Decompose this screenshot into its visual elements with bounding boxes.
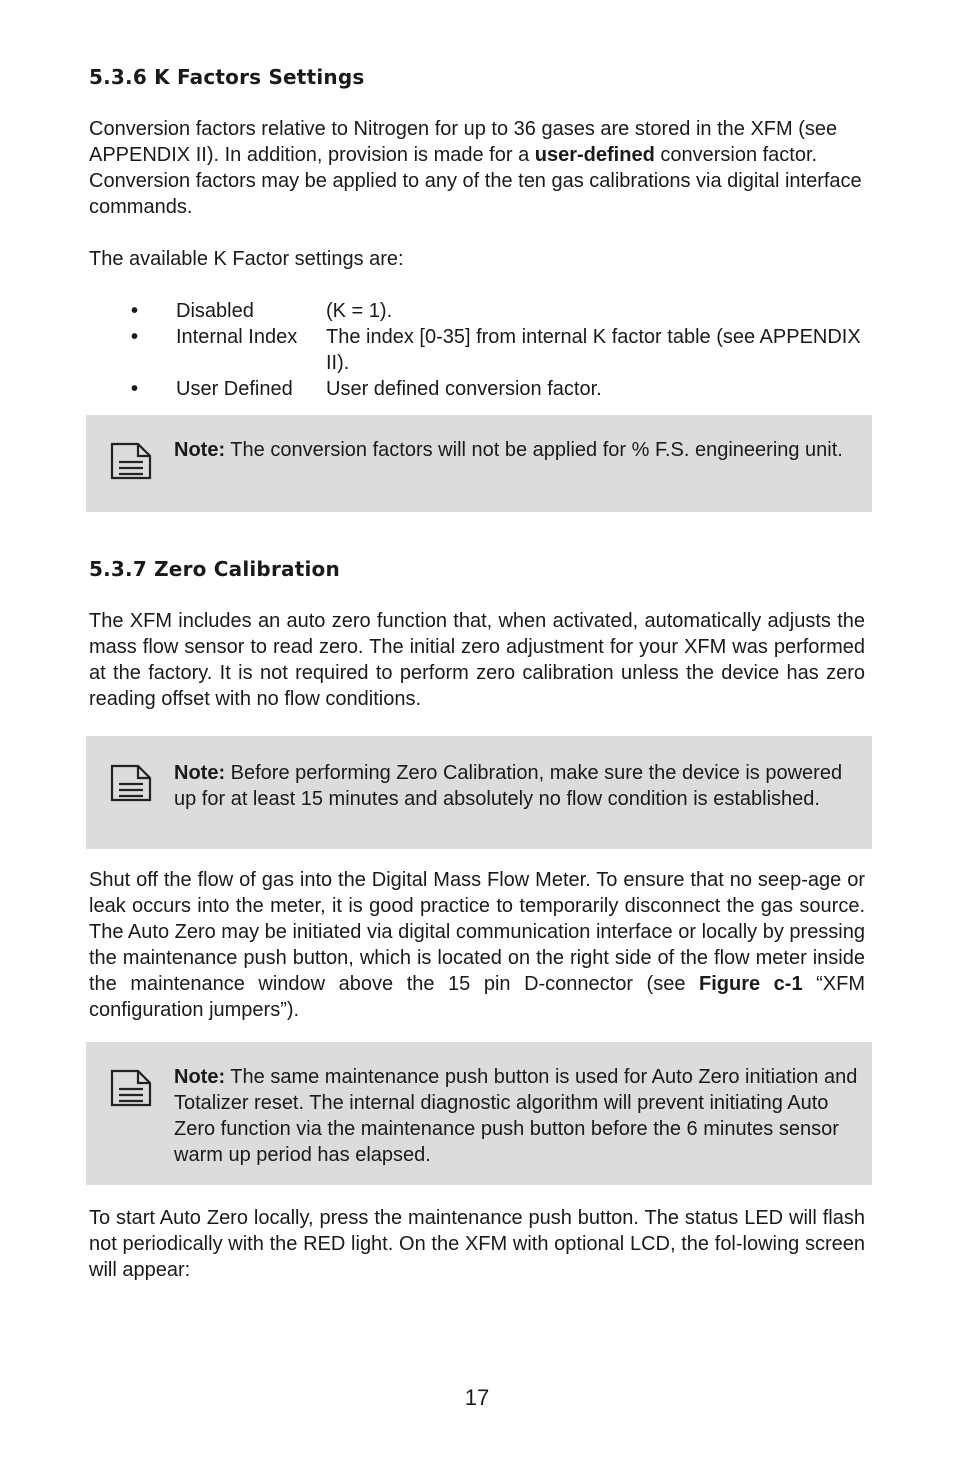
list-item [89,376,865,402]
figure-reference: Figure c-1 [699,973,803,995]
section-heading-zero-calibration: 5.3.7 Zero Calibration [89,557,340,581]
section-heading-k-factors: 5.3.6 K Factors Settings [89,65,365,89]
page-number: 17 [464,1385,490,1410]
note-icon [110,442,152,480]
k-intro-text-2: conversion factor. Conversion factors may be applied to any of the ten gas calibrations via digital interface commands. [89,144,862,218]
k-factor-name: User Defined [176,378,293,400]
note-text [174,1064,858,1168]
k-factor-name: Internal Index [176,326,298,348]
k-intro-bold: user-defined [534,144,655,166]
note-box-k-factors [86,415,872,512]
note-text [174,760,858,812]
k-factors-available: The available K Factor settings are: [89,248,404,270]
k-factor-desc: The index [0-35] from internal K factor table (see APPENDIX II). [326,326,861,374]
auto-zero-start: To start Auto Zero locally, press the maintenance push button. The status LED will flash not periodically with the RED light. On the XFM with optional LCD, the fol-lowing screen will appear: [89,1207,865,1281]
note-icon [110,764,152,802]
zero-calibration-procedure [89,867,865,1023]
k-intro-text-1: Conversion factors relative to Nitrogen for up to 36 gases are stored in the XFM (see APPENDIX II). In addition, provision is made for a [89,118,838,166]
k-factors-intro [89,116,865,220]
note-label: Note: [174,1066,226,1088]
bullet: • [131,326,139,348]
note-label: Note: [174,439,226,461]
bullet: • [131,378,139,400]
note-box-zero-2 [86,1042,872,1185]
page-content [89,62,865,1283]
procedure-text-1: Shut off the flow of gas into the Digital Mass Flow Meter. To ensure that no seep-age or leak occurs into the meter, it is good practice to temporarily disconnect the gas source. The Auto Zero may be initiated via digital communication interface or locally by pressing the maintenance push button, which is located on the right side of the flow meter inside the maintenance window above the 15 pin D-connector (see [89,869,865,995]
zero-calibration-intro: The XFM includes an auto zero function that, when activated, automatically adjusts the mass flow sensor to read zero. The initial zero adjustment for your XFM was performed at the factory. It is not required to perform zero calibration unless the device has zero reading offset with no flow conditions. [89,610,865,710]
k-factor-desc: (K = 1). [326,300,393,322]
list-item [89,324,865,376]
k-factor-list [89,298,865,402]
procedure-text-2: “XFM configuration jumpers”). [89,973,866,1021]
note-icon [110,1069,152,1107]
note-body: Before performing Zero Calibration, make sure the device is powered up for at least 15 minutes and absolutely no flow condition is established. [174,762,843,810]
note-body: The conversion factors will not be applied for % F.S. engineering unit. [225,439,843,461]
note-text [174,437,858,463]
list-item [89,298,865,324]
k-factor-desc: User defined conversion factor. [326,378,602,400]
bullet: • [131,300,139,322]
note-box-zero-1 [86,736,872,849]
note-label: Note: [174,762,226,784]
note-body: The same maintenance push button is used for Auto Zero initiation and Totalizer reset. The internal diagnostic algorithm will prevent initiating Auto Zero function via the maintenance push button before the 6 minutes sensor warm up period has elapsed. [174,1066,858,1166]
k-factor-name: Disabled [176,300,254,322]
